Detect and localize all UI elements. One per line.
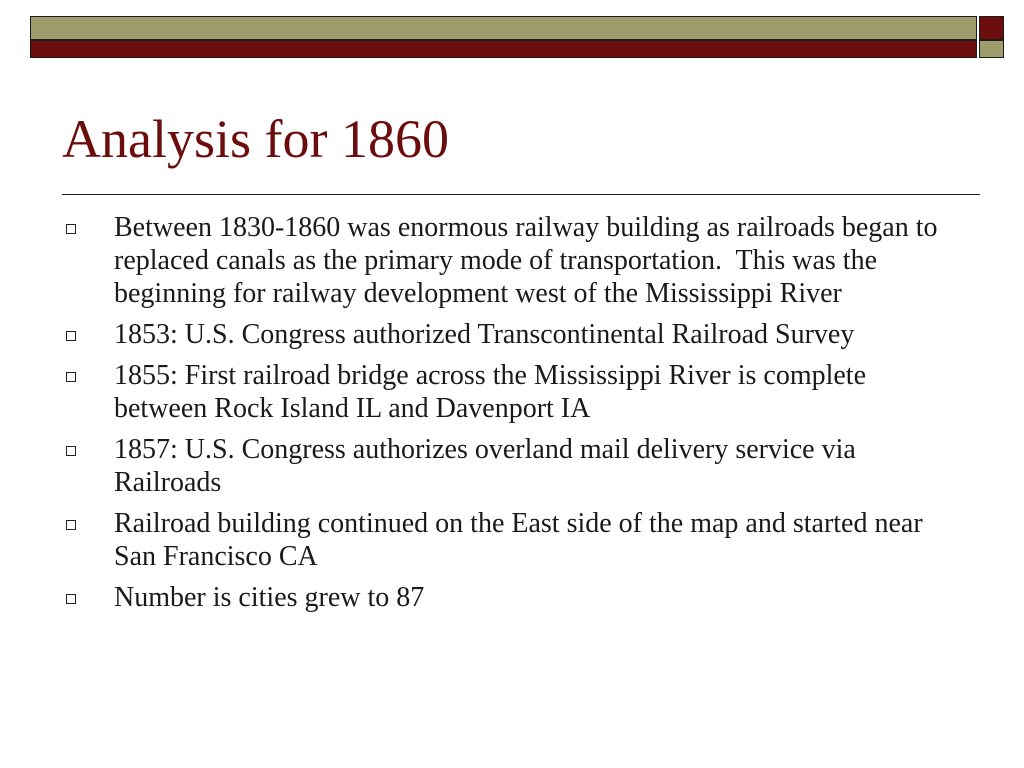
hollow-square-bullet-icon <box>66 594 76 604</box>
header-square-maroon <box>979 16 1004 40</box>
bullet-list <box>66 211 966 622</box>
bullet-item <box>66 359 966 425</box>
bullet-item <box>66 433 966 499</box>
title-divider <box>62 194 980 195</box>
bullet-text: Between 1830-1860 was enormous railway building as railroads began to replaced canals as the primary mode of transportation. This was the beginning for railway development west of the Mississippi River <box>114 212 945 309</box>
slide-title: Analysis for 1860 <box>62 109 449 169</box>
bullet-item <box>66 507 966 573</box>
bullet-item <box>66 581 966 614</box>
header-square-olive <box>979 40 1004 58</box>
header-bar-maroon <box>30 40 977 58</box>
bullet-text: 1855: First railroad bridge across the Mississippi River is complete between Rock Island IL and Davenport IA <box>114 360 874 424</box>
header-bar-olive <box>30 16 977 40</box>
hollow-square-bullet-icon <box>66 446 76 456</box>
hollow-square-bullet-icon <box>66 331 76 341</box>
hollow-square-bullet-icon <box>66 224 76 234</box>
hollow-square-bullet-icon <box>66 520 76 530</box>
bullet-text: Railroad building continued on the East side of the map and started near San Francisco CA <box>114 508 930 572</box>
bullet-text: 1857: U.S. Congress authorizes overland mail delivery service via Railroads <box>114 434 863 498</box>
hollow-square-bullet-icon <box>66 372 76 382</box>
bullet-text: 1853: U.S. Congress authorized Transcontinental Railroad Survey <box>114 319 855 350</box>
bullet-item <box>66 318 966 351</box>
bullet-item <box>66 211 966 310</box>
bullet-text: Number is cities grew to 87 <box>114 582 425 613</box>
